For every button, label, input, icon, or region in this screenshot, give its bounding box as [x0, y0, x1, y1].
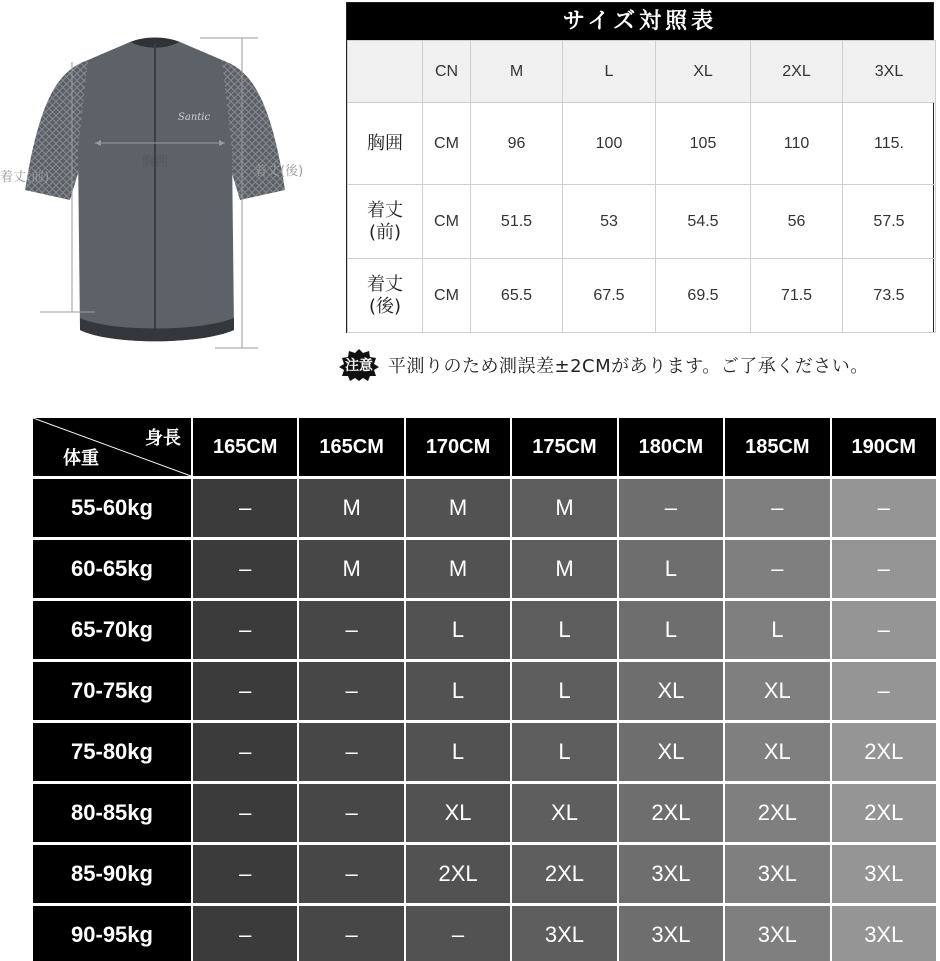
height-header-cell: 190CM — [832, 418, 936, 476]
length-front-label: 着丈(前) — [0, 170, 50, 185]
weight-row — [33, 845, 936, 903]
recommended-size-cell: 3XL — [832, 845, 936, 903]
recommended-size-cell: L — [406, 723, 510, 781]
size-header-cell: CN — [423, 41, 471, 103]
value-cell: 73.5 — [843, 259, 936, 333]
weight-cell: 75-80kg — [33, 723, 191, 781]
height-header-row — [33, 418, 936, 476]
recommended-size-cell: XL — [725, 662, 829, 720]
row-label-line: (前) — [368, 221, 402, 243]
weight-row — [33, 662, 936, 720]
recommended-size-cell: – — [832, 540, 936, 598]
value-cell: 71.5 — [751, 259, 843, 333]
row-label-line: (後) — [368, 295, 402, 317]
recommended-size-cell: – — [299, 601, 403, 659]
corner-cell — [33, 418, 191, 476]
recommended-size-cell: 3XL — [619, 906, 723, 961]
recommended-size-cell: – — [832, 479, 936, 537]
value-cell: 67.5 — [563, 259, 656, 333]
recommended-size-cell: XL — [512, 784, 616, 842]
corner-height-label: 身長 — [145, 428, 181, 449]
recommended-size-cell: – — [193, 845, 297, 903]
size-header-cell: L — [563, 41, 656, 103]
chest-label: 胸囲 — [142, 155, 169, 170]
note-text: 平測りのため測誤差±2CMがあります。ご了承ください。 — [388, 356, 869, 377]
height-header-cell: 170CM — [406, 418, 510, 476]
recommended-size-cell: L — [725, 601, 829, 659]
caution-badge-text: 注意 — [345, 358, 373, 374]
row-label — [348, 259, 423, 333]
height-header-cell: 180CM — [619, 418, 723, 476]
size-header-cell: 2XL — [751, 41, 843, 103]
measurement-note — [338, 348, 869, 382]
weight-row — [33, 479, 936, 537]
recommended-size-cell: L — [512, 662, 616, 720]
recommended-size-cell: 3XL — [619, 845, 723, 903]
value-cell: 51.5 — [471, 185, 563, 259]
height-weight-chart — [31, 415, 938, 961]
recommended-size-cell: M — [512, 479, 616, 537]
weight-row — [33, 784, 936, 842]
size-header-cell: 3XL — [843, 41, 936, 103]
recommended-size-cell: – — [193, 479, 297, 537]
recommended-size-cell: 2XL — [832, 723, 936, 781]
value-cell: 115. — [843, 103, 936, 185]
weight-row — [33, 723, 936, 781]
recommended-size-cell: 2XL — [832, 784, 936, 842]
size-table-title: サイズ対照表 — [347, 3, 933, 40]
size-table-row — [348, 185, 936, 259]
recommended-size-cell: XL — [619, 723, 723, 781]
size-table-header-row — [348, 41, 936, 103]
recommended-size-cell: – — [193, 906, 297, 961]
recommended-size-cell: 2XL — [725, 784, 829, 842]
unit-cell: CM — [423, 185, 471, 259]
value-cell: 54.5 — [656, 185, 751, 259]
value-cell: 96 — [471, 103, 563, 185]
recommended-size-cell: M — [512, 540, 616, 598]
recommended-size-cell: 3XL — [832, 906, 936, 961]
recommended-size-cell: L — [406, 601, 510, 659]
recommended-size-cell: – — [193, 723, 297, 781]
recommended-size-cell: M — [406, 479, 510, 537]
value-cell: 105 — [656, 103, 751, 185]
recommended-size-cell: L — [512, 723, 616, 781]
weight-cell: 80-85kg — [33, 784, 191, 842]
recommended-size-cell: 2XL — [619, 784, 723, 842]
height-weight-body — [33, 479, 936, 961]
recommended-size-cell: – — [832, 601, 936, 659]
weight-cell: 90-95kg — [33, 906, 191, 961]
recommended-size-cell: L — [512, 601, 616, 659]
recommended-size-cell: 3XL — [725, 906, 829, 961]
value-cell: 53 — [563, 185, 656, 259]
size-table-grid — [347, 40, 936, 333]
recommended-size-cell: 2XL — [512, 845, 616, 903]
weight-row — [33, 906, 936, 961]
height-header-cell: 185CM — [725, 418, 829, 476]
size-comparison-table — [346, 2, 934, 333]
value-cell: 65.5 — [471, 259, 563, 333]
recommended-size-cell: – — [193, 601, 297, 659]
recommended-size-cell: – — [193, 784, 297, 842]
value-cell: 69.5 — [656, 259, 751, 333]
recommended-size-cell: L — [619, 540, 723, 598]
row-label-line: 着丈 — [367, 273, 403, 295]
row-label-line: 着丈 — [367, 199, 403, 221]
size-header-cell — [348, 41, 423, 103]
row-label — [348, 185, 423, 259]
height-header-cell: 165CM — [299, 418, 403, 476]
value-cell: 57.5 — [843, 185, 936, 259]
weight-cell: 65-70kg — [33, 601, 191, 659]
caution-badge — [338, 348, 380, 382]
unit-cell: CM — [423, 259, 471, 333]
row-label-line: 胸囲 — [367, 132, 403, 154]
size-header-cell: M — [471, 41, 563, 103]
weight-cell: 70-75kg — [33, 662, 191, 720]
weight-cell: 85-90kg — [33, 845, 191, 903]
value-cell: 56 — [751, 185, 843, 259]
recommended-size-cell: – — [193, 540, 297, 598]
recommended-size-cell: M — [406, 540, 510, 598]
recommended-size-cell: XL — [725, 723, 829, 781]
recommended-size-cell: – — [299, 845, 403, 903]
recommended-size-cell: – — [299, 906, 403, 961]
length-back-label: 着丈(後) — [254, 164, 304, 179]
recommended-size-cell: – — [406, 906, 510, 961]
size-table-row — [348, 259, 936, 333]
weight-row — [33, 540, 936, 598]
value-cell: 110 — [751, 103, 843, 185]
recommended-size-cell: L — [619, 601, 723, 659]
recommended-size-cell: 2XL — [406, 845, 510, 903]
corner-weight-label: 体重 — [63, 448, 99, 469]
weight-row — [33, 601, 936, 659]
weight-cell: 60-65kg — [33, 540, 191, 598]
brand-text: Santic — [178, 112, 211, 123]
recommended-size-cell: – — [619, 479, 723, 537]
recommended-size-cell: 3XL — [725, 845, 829, 903]
row-label — [348, 103, 423, 185]
jersey-illustration — [0, 0, 330, 360]
recommended-size-cell: XL — [406, 784, 510, 842]
height-header-cell: 175CM — [512, 418, 616, 476]
recommended-size-cell: L — [406, 662, 510, 720]
height-header-cell: 165CM — [193, 418, 297, 476]
size-header-cell: XL — [656, 41, 751, 103]
recommended-size-cell: M — [299, 540, 403, 598]
recommended-size-cell: M — [299, 479, 403, 537]
recommended-size-cell: – — [299, 784, 403, 842]
jersey-image — [0, 0, 330, 360]
recommended-size-cell: – — [725, 540, 829, 598]
recommended-size-cell: 3XL — [512, 906, 616, 961]
unit-cell: CM — [423, 103, 471, 185]
recommended-size-cell: – — [832, 662, 936, 720]
weight-cell: 55-60kg — [33, 479, 191, 537]
value-cell: 100 — [563, 103, 656, 185]
recommended-size-cell: – — [299, 723, 403, 781]
recommended-size-cell: – — [299, 662, 403, 720]
recommended-size-cell: XL — [619, 662, 723, 720]
size-table-row — [348, 103, 936, 185]
recommended-size-cell: – — [725, 479, 829, 537]
recommended-size-cell: – — [193, 662, 297, 720]
